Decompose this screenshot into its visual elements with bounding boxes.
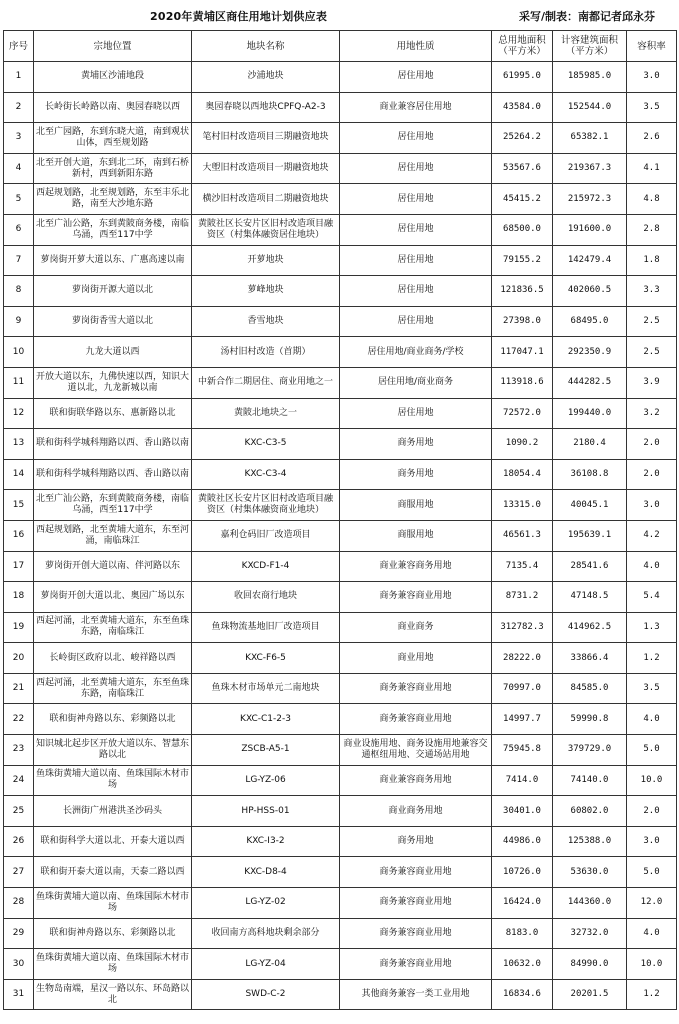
cell-location: 鱼珠街黄埔大道以南、鱼珠国际木材市场: [34, 949, 192, 980]
cell-plot-ratio: 10.0: [627, 949, 677, 980]
cell-parcel-name: 汤村旧村改造（首期）: [192, 337, 340, 368]
cell-land-use: 商业兼容商务用地: [340, 551, 492, 582]
cell-location: 北至广园路，东到东晓大道，南到观状山体，西至规划路: [34, 123, 192, 154]
cell-location: 生物岛南端，星汉一路以东、环岛路以北: [34, 979, 192, 1010]
cell-parcel-name: 中新合作二期居住、商业用地之一: [192, 367, 340, 398]
cell-plot-ratio: 1.3: [627, 612, 677, 643]
cell-total-area: 13315.0: [492, 490, 553, 521]
table-row: [4, 337, 677, 368]
cell-parcel-name: 黄陂社区长安片区旧村改造项目融资区（村集体融资商业地块）: [192, 490, 340, 521]
cell-land-use: 商业兼容商务用地: [340, 765, 492, 796]
cell-no: 27: [4, 857, 34, 888]
table-row: [4, 551, 677, 582]
table-row: [4, 276, 677, 307]
cell-plot-ratio: 2.5: [627, 306, 677, 337]
cell-location: 长岭街区政府以北、峻祥路以西: [34, 643, 192, 674]
cell-total-area: 7135.4: [492, 551, 553, 582]
cell-total-area: 44986.0: [492, 826, 553, 857]
cell-plot-ratio: 4.0: [627, 704, 677, 735]
cell-plot-ratio: 5.0: [627, 735, 677, 766]
cell-land-use: 居住用地: [340, 184, 492, 215]
cell-no: 29: [4, 918, 34, 949]
table-row: [4, 826, 677, 857]
cell-parcel-name: 大塱旧村改造项目一期融资地块: [192, 153, 340, 184]
col-header-plot-ratio: 容积率: [627, 31, 677, 62]
cell-no: 5: [4, 184, 34, 215]
cell-land-use: 商业兼容居住用地: [340, 92, 492, 123]
cell-no: 3: [4, 123, 34, 154]
cell-total-area: 27398.0: [492, 306, 553, 337]
cell-no: 16: [4, 520, 34, 551]
cell-no: 25: [4, 796, 34, 827]
cell-total-area: 61995.0: [492, 62, 553, 93]
cell-no: 30: [4, 949, 34, 980]
cell-no: 10: [4, 337, 34, 368]
cell-land-use: 商务兼容商业用地: [340, 857, 492, 888]
cell-parcel-name: LG-YZ-06: [192, 765, 340, 796]
cell-location: 黄埔区沙浦地段: [34, 62, 192, 93]
cell-plot-ratio: 3.0: [627, 490, 677, 521]
cell-floor-area: 68495.0: [553, 306, 627, 337]
cell-parcel-name: KXC-C3-5: [192, 429, 340, 460]
cell-total-area: 79155.2: [492, 245, 553, 276]
cell-total-area: 45415.2: [492, 184, 553, 215]
cell-floor-area: 125388.0: [553, 826, 627, 857]
cell-land-use: 居住用地: [340, 276, 492, 307]
cell-plot-ratio: 2.0: [627, 796, 677, 827]
cell-no: 11: [4, 367, 34, 398]
cell-location: 鱼珠街黄埔大道以南、鱼珠国际木材市场: [34, 888, 192, 919]
cell-parcel-name: 嘉利仓码旧厂改造项目: [192, 520, 340, 551]
cell-land-use: 居住用地: [340, 62, 492, 93]
table-title: 2020年黄埔区商住用地计划供应表: [150, 10, 328, 23]
table-row: [4, 520, 677, 551]
cell-location: 萝岗街开创大道以北、奥园广场以东: [34, 582, 192, 613]
cell-no: 22: [4, 704, 34, 735]
cell-location: 联和街科学大道以北、开泰大道以西: [34, 826, 192, 857]
cell-location: 北至广汕公路，东到黄陂商务楼，南临乌涌，西至117中学: [34, 490, 192, 521]
cell-no: 13: [4, 429, 34, 460]
table-row: [4, 673, 677, 704]
cell-location: 萝岗街开创大道以南、伴河路以东: [34, 551, 192, 582]
table-row: [4, 918, 677, 949]
cell-total-area: 117047.1: [492, 337, 553, 368]
cell-parcel-name: HP-HSS-01: [192, 796, 340, 827]
cell-location: 开放大道以东，九佛快速以西，知识大道以北，九龙新城以南: [34, 367, 192, 398]
cell-parcel-name: 开萝地块: [192, 245, 340, 276]
cell-plot-ratio: 1.2: [627, 979, 677, 1010]
cell-land-use: 商服用地: [340, 490, 492, 521]
cell-parcel-name: 笔村旧村改造项目三期融资地块: [192, 123, 340, 154]
cell-floor-area: 36108.8: [553, 459, 627, 490]
table-row: [4, 245, 677, 276]
cell-parcel-name: SWD-C-2: [192, 979, 340, 1010]
cell-no: 2: [4, 92, 34, 123]
cell-floor-area: 28541.6: [553, 551, 627, 582]
cell-plot-ratio: 2.0: [627, 429, 677, 460]
cell-plot-ratio: 2.8: [627, 214, 677, 245]
cell-floor-area: 65382.1: [553, 123, 627, 154]
cell-no: 24: [4, 765, 34, 796]
cell-total-area: 72572.0: [492, 398, 553, 429]
cell-plot-ratio: 1.2: [627, 643, 677, 674]
table-row: [4, 979, 677, 1010]
cell-land-use: 商业设施用地、商务设施用地兼容交通枢纽用地、交通场站用地: [340, 735, 492, 766]
table-row: [4, 765, 677, 796]
cell-location: 萝岗街开源大道以北: [34, 276, 192, 307]
cell-plot-ratio: 3.5: [627, 92, 677, 123]
cell-floor-area: 33866.4: [553, 643, 627, 674]
cell-plot-ratio: 3.9: [627, 367, 677, 398]
cell-floor-area: 59990.8: [553, 704, 627, 735]
cell-parcel-name: ZSCB-A5-1: [192, 735, 340, 766]
col-header-total-area: 总用地面积（平方米）: [492, 31, 553, 62]
cell-plot-ratio: 3.2: [627, 398, 677, 429]
cell-total-area: 46561.3: [492, 520, 553, 551]
cell-land-use: 居住用地: [340, 214, 492, 245]
cell-location: 长洲街广州港洪圣沙码头: [34, 796, 192, 827]
col-header-floor-area: 计容建筑面积（平方米）: [553, 31, 627, 62]
cell-total-area: 1090.2: [492, 429, 553, 460]
cell-total-area: 14997.7: [492, 704, 553, 735]
cell-no: 18: [4, 582, 34, 613]
cell-total-area: 25264.2: [492, 123, 553, 154]
cell-parcel-name: KXC-C3-4: [192, 459, 340, 490]
cell-parcel-name: KXC-C1-2-3: [192, 704, 340, 735]
cell-total-area: 68500.0: [492, 214, 553, 245]
cell-no: 15: [4, 490, 34, 521]
cell-no: 19: [4, 612, 34, 643]
table-row: [4, 306, 677, 337]
table-row: [4, 459, 677, 490]
cell-location: 西起河涌，北至黄埔大道东，东至鱼珠东路，南临珠江: [34, 673, 192, 704]
col-header-land-use: 用地性质: [340, 31, 492, 62]
cell-plot-ratio: 3.5: [627, 673, 677, 704]
cell-location: 联和街神舟路以东、彩频路以北: [34, 918, 192, 949]
cell-plot-ratio: 3.3: [627, 276, 677, 307]
cell-parcel-name: 奥园春晓以西地块CPFQ-A2-3: [192, 92, 340, 123]
cell-plot-ratio: 3.0: [627, 62, 677, 93]
cell-floor-area: 20201.5: [553, 979, 627, 1010]
cell-floor-area: 402060.5: [553, 276, 627, 307]
cell-total-area: 53567.6: [492, 153, 553, 184]
cell-floor-area: 53630.0: [553, 857, 627, 888]
cell-land-use: 商务兼容商业用地: [340, 918, 492, 949]
cell-land-use: 其他商务兼容一类工业用地: [340, 979, 492, 1010]
cell-land-use: 居住用地: [340, 153, 492, 184]
cell-land-use: 居住用地/商业商务: [340, 367, 492, 398]
cell-parcel-name: 黄陂北地块之一: [192, 398, 340, 429]
cell-total-area: 312782.3: [492, 612, 553, 643]
land-supply-table: [3, 30, 677, 1010]
cell-no: 4: [4, 153, 34, 184]
cell-floor-area: 185985.0: [553, 62, 627, 93]
cell-no: 14: [4, 459, 34, 490]
cell-total-area: 121836.5: [492, 276, 553, 307]
table-row: [4, 735, 677, 766]
cell-plot-ratio: 2.0: [627, 459, 677, 490]
cell-land-use: 商务用地: [340, 826, 492, 857]
cell-land-use: 居住用地: [340, 123, 492, 154]
cell-floor-area: 292350.9: [553, 337, 627, 368]
cell-location: 西起规划路，北至黄埔大道东，东至河涌，南临珠江: [34, 520, 192, 551]
cell-parcel-name: 收回南方高科地块剩余部分: [192, 918, 340, 949]
cell-parcel-name: LG-YZ-02: [192, 888, 340, 919]
cell-location: 联和街神舟路以东、彩频路以北: [34, 704, 192, 735]
cell-location: 北至开创大道，东到北二环，南到石桥新村，西到新阳东路: [34, 153, 192, 184]
table-row: [4, 612, 677, 643]
table-row: [4, 643, 677, 674]
table-row: [4, 367, 677, 398]
cell-floor-area: 84585.0: [553, 673, 627, 704]
cell-total-area: 113918.6: [492, 367, 553, 398]
cell-location: 联和街科学城科翔路以西、香山路以南: [34, 429, 192, 460]
table-row: [4, 398, 677, 429]
col-header-location: 宗地位置: [34, 31, 192, 62]
table-row: [4, 490, 677, 521]
cell-no: 21: [4, 673, 34, 704]
cell-land-use: 居住用地: [340, 306, 492, 337]
table-body: [4, 62, 677, 1010]
cell-floor-area: 32732.0: [553, 918, 627, 949]
cell-parcel-name: 香雪地块: [192, 306, 340, 337]
table-row: [4, 888, 677, 919]
cell-plot-ratio: 12.0: [627, 888, 677, 919]
cell-location: 联和街开泰大道以南，天泰二路以西: [34, 857, 192, 888]
cell-parcel-name: 横沙旧村改造项目二期融资地块: [192, 184, 340, 215]
cell-floor-area: 47148.5: [553, 582, 627, 613]
cell-plot-ratio: 1.8: [627, 245, 677, 276]
cell-floor-area: 191600.0: [553, 214, 627, 245]
cell-plot-ratio: 10.0: [627, 765, 677, 796]
cell-land-use: 居住用地: [340, 398, 492, 429]
cell-location: 西起河涌，北至黄埔大道东，东至鱼珠东路，南临珠江: [34, 612, 192, 643]
table-header: [4, 31, 677, 62]
cell-plot-ratio: 4.0: [627, 551, 677, 582]
cell-land-use: 商务兼容商业用地: [340, 949, 492, 980]
cell-parcel-name: KXCD-F1-4: [192, 551, 340, 582]
cell-floor-area: 379729.0: [553, 735, 627, 766]
cell-no: 20: [4, 643, 34, 674]
cell-parcel-name: KXC-D8-4: [192, 857, 340, 888]
cell-parcel-name: 沙浦地块: [192, 62, 340, 93]
cell-floor-area: 60802.0: [553, 796, 627, 827]
cell-parcel-name: 黄陂社区长安片区旧村改造项目融资区（村集体融资居住地块）: [192, 214, 340, 245]
cell-location: 知识城北起步区开放大道以东、智慧东路以北: [34, 735, 192, 766]
table-row: [4, 123, 677, 154]
cell-floor-area: 152544.0: [553, 92, 627, 123]
cell-floor-area: 40045.1: [553, 490, 627, 521]
cell-floor-area: 74140.0: [553, 765, 627, 796]
cell-location: 联和街联华路以东、惠新路以北: [34, 398, 192, 429]
cell-parcel-name: KXC-I3-2: [192, 826, 340, 857]
cell-no: 9: [4, 306, 34, 337]
cell-land-use: 居住用地/商业商务/学校: [340, 337, 492, 368]
cell-plot-ratio: 2.6: [627, 123, 677, 154]
cell-location: 西起规划路，北至规划路，东至丰乐北路，南至大沙地东路: [34, 184, 192, 215]
cell-floor-area: 444282.5: [553, 367, 627, 398]
cell-total-area: 10726.0: [492, 857, 553, 888]
cell-plot-ratio: 5.0: [627, 857, 677, 888]
cell-no: 26: [4, 826, 34, 857]
table-row: [4, 857, 677, 888]
table-row: [4, 796, 677, 827]
cell-plot-ratio: 4.8: [627, 184, 677, 215]
cell-plot-ratio: 4.2: [627, 520, 677, 551]
cell-plot-ratio: 2.5: [627, 337, 677, 368]
cell-floor-area: 414962.5: [553, 612, 627, 643]
cell-total-area: 16424.0: [492, 888, 553, 919]
table-row: [4, 62, 677, 93]
cell-land-use: 商务兼容商业用地: [340, 888, 492, 919]
header-row: [4, 31, 677, 62]
cell-plot-ratio: 4.1: [627, 153, 677, 184]
title-row: [0, 4, 679, 28]
cell-land-use: 商业商务用地: [340, 796, 492, 827]
cell-no: 31: [4, 979, 34, 1010]
cell-no: 28: [4, 888, 34, 919]
col-header-parcel-name: 地块名称: [192, 31, 340, 62]
cell-land-use: 商业商务: [340, 612, 492, 643]
cell-total-area: 43584.0: [492, 92, 553, 123]
cell-floor-area: 199440.0: [553, 398, 627, 429]
cell-land-use: 商务兼容商业用地: [340, 704, 492, 735]
cell-no: 6: [4, 214, 34, 245]
cell-location: 北至广汕公路，东到黄陂商务楼，南临乌涌，西至117中学: [34, 214, 192, 245]
cell-parcel-name: 收回农商行地块: [192, 582, 340, 613]
cell-parcel-name: KXC-F6-5: [192, 643, 340, 674]
cell-location: 萝岗街开萝大道以东、广惠高速以南: [34, 245, 192, 276]
cell-parcel-name: LG-YZ-04: [192, 949, 340, 980]
cell-total-area: 16834.6: [492, 979, 553, 1010]
table-row: [4, 582, 677, 613]
cell-parcel-name: 萝峰地块: [192, 276, 340, 307]
cell-total-area: 7414.0: [492, 765, 553, 796]
cell-no: 12: [4, 398, 34, 429]
cell-floor-area: 195639.1: [553, 520, 627, 551]
cell-location: 鱼珠街黄埔大道以南、鱼珠国际木材市场: [34, 765, 192, 796]
cell-plot-ratio: 4.0: [627, 918, 677, 949]
cell-parcel-name: 鱼珠物流基地旧厂改造项目: [192, 612, 340, 643]
cell-total-area: 10632.0: [492, 949, 553, 980]
cell-location: 联和街科学城科翔路以西、香山路以南: [34, 459, 192, 490]
cell-total-area: 30401.0: [492, 796, 553, 827]
cell-floor-area: 84990.0: [553, 949, 627, 980]
cell-location: 萝岗街香雪大道以北: [34, 306, 192, 337]
table-row: [4, 214, 677, 245]
cell-land-use: 商业用地: [340, 643, 492, 674]
cell-land-use: 商务兼容商业用地: [340, 673, 492, 704]
cell-land-use: 居住用地: [340, 245, 492, 276]
table-credit: 采写/制表：南都记者邱永芬: [519, 10, 656, 23]
table-row: [4, 429, 677, 460]
cell-no: 7: [4, 245, 34, 276]
cell-no: 8: [4, 276, 34, 307]
cell-floor-area: 142479.4: [553, 245, 627, 276]
cell-plot-ratio: 3.0: [627, 826, 677, 857]
cell-land-use: 商务用地: [340, 459, 492, 490]
cell-no: 17: [4, 551, 34, 582]
cell-floor-area: 144360.0: [553, 888, 627, 919]
cell-location: 九龙大道以西: [34, 337, 192, 368]
cell-no: 1: [4, 62, 34, 93]
cell-land-use: 商务用地: [340, 429, 492, 460]
cell-total-area: 8183.0: [492, 918, 553, 949]
cell-total-area: 70997.0: [492, 673, 553, 704]
cell-floor-area: 219367.3: [553, 153, 627, 184]
table-row: [4, 704, 677, 735]
table-row: [4, 184, 677, 215]
cell-location: 长岭街长岭路以南、奥园春晓以西: [34, 92, 192, 123]
table-row: [4, 153, 677, 184]
cell-total-area: 18054.4: [492, 459, 553, 490]
cell-land-use: 商服用地: [340, 520, 492, 551]
col-header-no: 序号: [4, 31, 34, 62]
cell-floor-area: 215972.3: [553, 184, 627, 215]
table-row: [4, 949, 677, 980]
cell-floor-area: 2180.4: [553, 429, 627, 460]
cell-total-area: 28222.0: [492, 643, 553, 674]
cell-plot-ratio: 5.4: [627, 582, 677, 613]
cell-total-area: 8731.2: [492, 582, 553, 613]
table-row: [4, 92, 677, 123]
cell-land-use: 商务兼容商业用地: [340, 582, 492, 613]
cell-total-area: 75945.8: [492, 735, 553, 766]
cell-no: 23: [4, 735, 34, 766]
cell-parcel-name: 鱼珠木材市场单元二南地块: [192, 673, 340, 704]
